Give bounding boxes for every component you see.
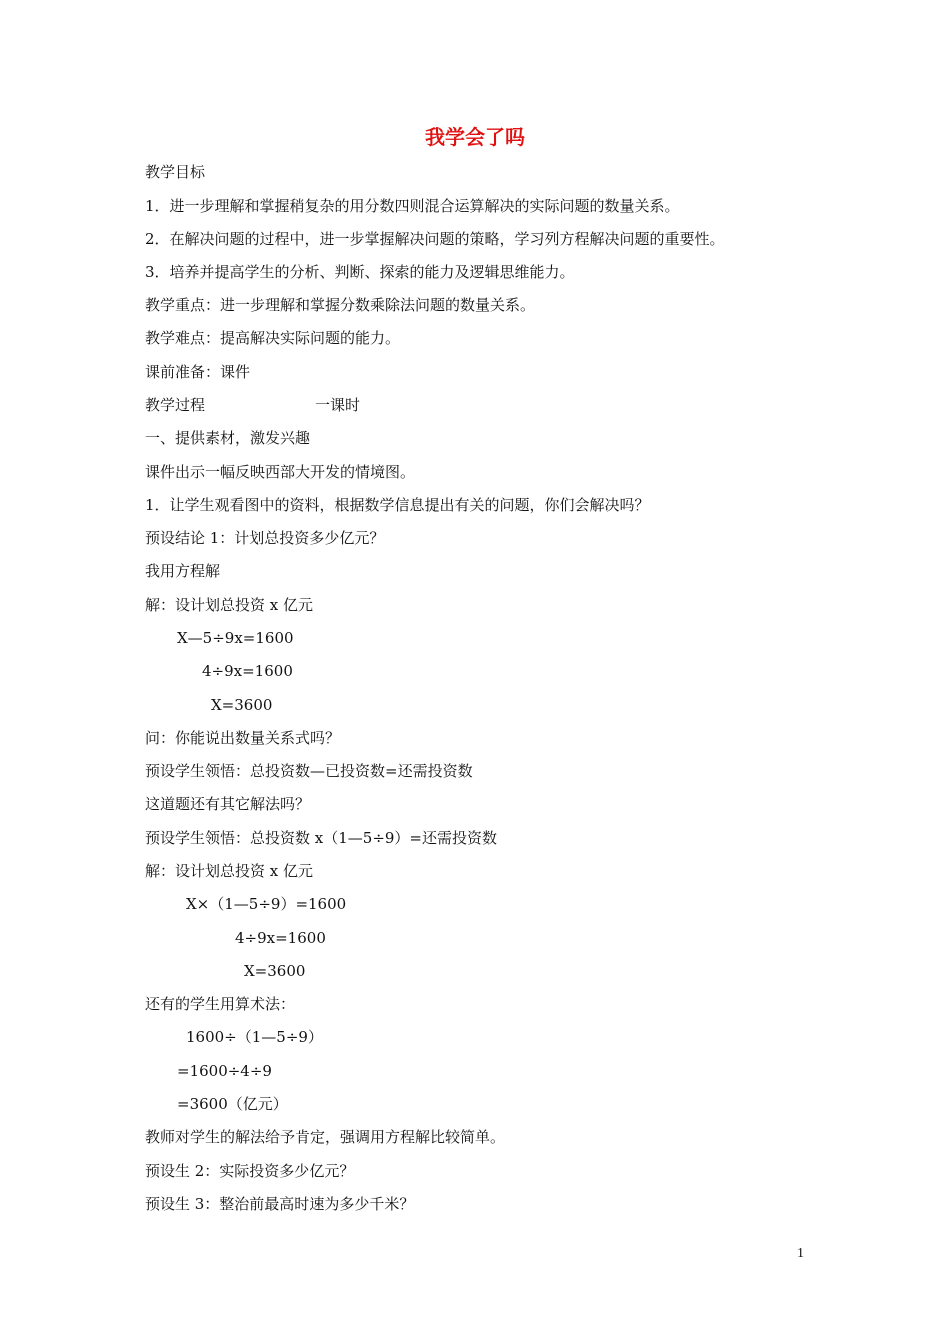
key-point: 教学重点：进一步理解和掌握分数乘除法问题的数量关系。 xyxy=(145,296,536,314)
equation-line: X=3600 xyxy=(244,962,306,980)
lesson-count: 一课时 xyxy=(315,396,361,414)
equation-line: X—5÷9x=1600 xyxy=(177,629,294,647)
equation-line: 4÷9x=1600 xyxy=(202,662,293,680)
paragraph: 预设生 2：实际投资多少亿元？ xyxy=(145,1162,355,1180)
objective-2: 2．在解决问题的过程中，进一步掌握解决问题的策略，学习列方程解决问题的重要性。 xyxy=(145,230,725,248)
difficult-point: 教学难点：提高解决实际问题的能力。 xyxy=(145,329,401,347)
page-number: 1 xyxy=(797,1246,804,1261)
part-heading: 一、提供素材，激发兴趣 xyxy=(145,429,311,447)
process-heading xyxy=(145,395,360,415)
paragraph: 我用方程解 xyxy=(145,562,221,580)
paragraph: 这道题还有其它解法吗？ xyxy=(145,795,311,813)
equation-line: X=3600 xyxy=(211,696,273,714)
page-title: 我学会了吗 xyxy=(425,125,525,149)
paragraph: 预设学生领悟：总投资数 x（1—5÷9）=还需投资数 xyxy=(145,829,497,847)
section-heading: 教学目标 xyxy=(145,163,206,181)
objective-1: 1．进一步理解和掌握稍复杂的用分数四则混合运算解决的实际问题的数量关系。 xyxy=(145,197,680,215)
equation-line: 1600÷（1—5÷9） xyxy=(186,1028,323,1046)
paragraph: 还有的学生用算术法： xyxy=(145,995,296,1013)
process-label: 教学过程 xyxy=(145,396,206,414)
paragraph: 预设结论 1：计划总投资多少亿元？ xyxy=(145,529,385,547)
paragraph: 教师对学生的解法给予肯定，强调用方程解比较简单。 xyxy=(145,1128,506,1146)
paragraph: 解：设计划总投资 x 亿元 xyxy=(145,596,313,614)
equation-line: =3600（亿元） xyxy=(177,1095,288,1113)
equation-line: 4÷9x=1600 xyxy=(235,929,326,947)
preparation: 课前准备：课件 xyxy=(145,363,251,381)
paragraph: 预设学生领悟：总投资数—已投资数=还需投资数 xyxy=(145,762,473,780)
paragraph: 解：设计划总投资 x 亿元 xyxy=(145,862,313,880)
paragraph: 1．让学生观看图中的资料，根据数学信息提出有关的问题，你们会解决吗？ xyxy=(145,496,650,514)
equation-line: =1600÷4÷9 xyxy=(177,1062,272,1080)
paragraph: 问：你能说出数量关系式吗？ xyxy=(145,729,341,747)
paragraph: 课件出示一幅反映西部大开发的情境图。 xyxy=(145,463,416,481)
paragraph: 预设生 3：整治前最高时速为多少千米？ xyxy=(145,1195,415,1213)
equation-line: X×（1—5÷9）=1600 xyxy=(186,895,347,913)
objective-3: 3．培养并提高学生的分析、判断、探索的能力及逻辑思维能力。 xyxy=(145,263,575,281)
